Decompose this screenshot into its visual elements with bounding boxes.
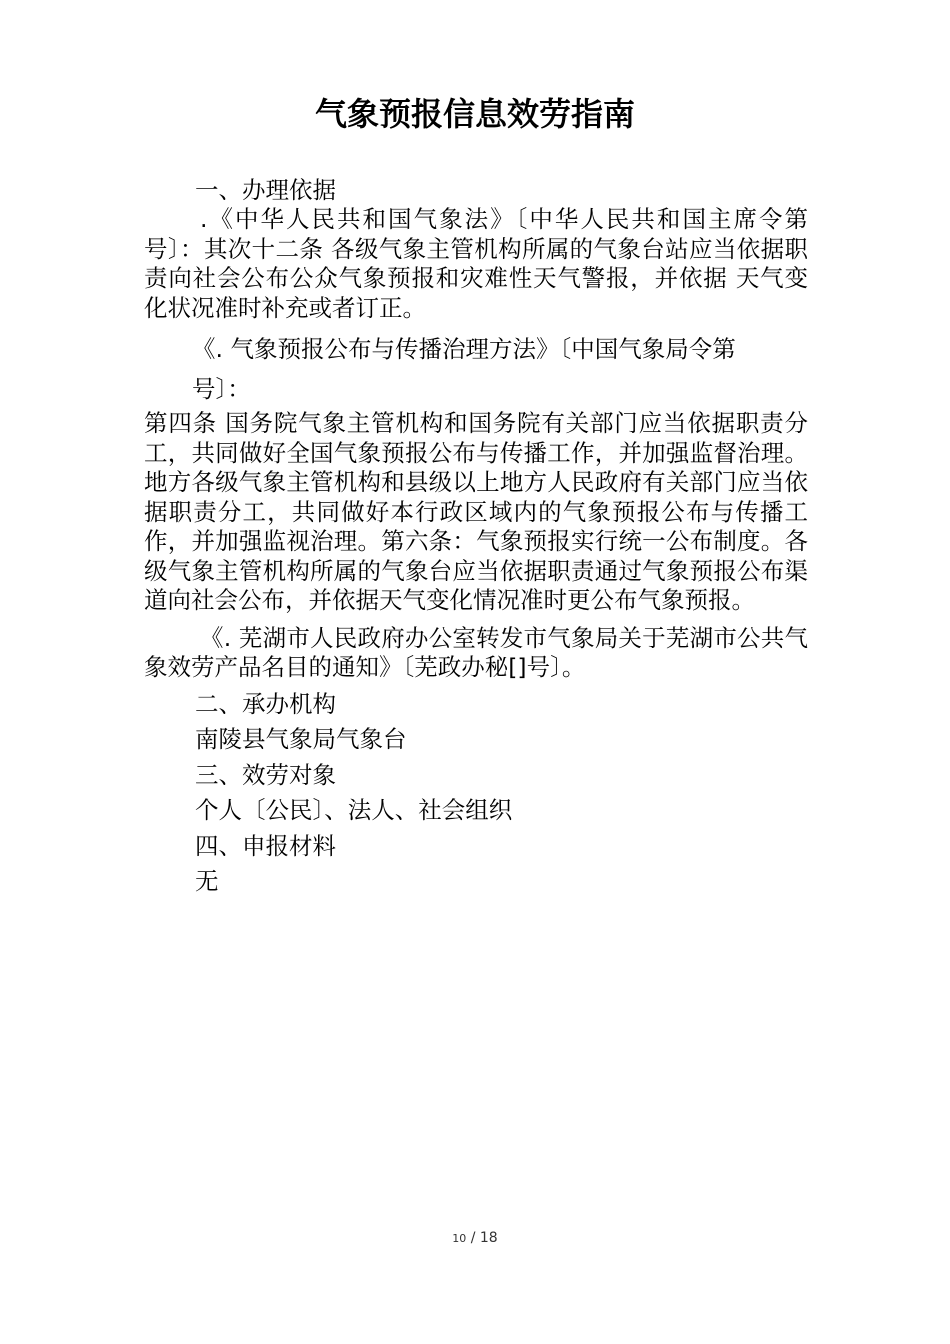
agency-name: 南陵县气象局气象台 [195,725,407,753]
paragraph-forecast-regulation-title: 《. 气象预报公布与传播治理方法》〔中国气象局令第 [192,335,736,363]
section-heading-basis: 一、办理依据 [195,176,336,204]
materials-value: 无 [195,867,219,895]
page-title: 气象预报信息效劳指南 [314,95,635,133]
service-target-list: 个人〔公民〕、法人、社会组织 [195,796,513,824]
page-number [0,1230,950,1246]
document-body [144,175,808,900]
section-heading-materials: 四、申报材料 [195,831,336,860]
page-number-separator: / [466,1230,480,1246]
page-number-total: 18 [479,1230,498,1246]
paragraph-meteorology-law: .《中华人民共和国气象法》〔中华人民共和国主席令第号〕：其次十二条 各级气象主管机构所属的气象台站应当依据职责向社会公布公众气象预报和灾难性天气警报，并依据 天气变化状况准时补充或者订正。 [144,205,808,322]
section-heading-agency: 二、承办机构 [195,689,336,718]
paragraph-forecast-regulation-number: 号〕： [192,375,251,403]
page-number-current: 10 [452,1232,467,1245]
paragraph-articles-four-six: 第四条 国务院气象主管机构和国务院有关部门应当依据职责分工，共同做好全国气象预报公布与传播工作，并加强监督治理。地方各级气象主管机构和县级以上地方人民政府有关部门应当依据职责分工，共同做好本行政区域内的气象预报公布与传播工作，并加强监视治理。第六条：气象预报实行统一公布制度。各级气象主管机构所属的气象台应当依据职责通过气象预报公布渠道向社会公布，并依据天气变化情况准时更公布气象预报。 [144,409,808,614]
paragraph-wuhu-notice: 《. 芜湖市人民政府办公室转发市气象局关于芜湖市公共气象效劳产品名目的通知》〔芜政办秘[]号〕。 [144,623,808,681]
section-heading-service-target: 三、效劳对象 [195,760,336,789]
